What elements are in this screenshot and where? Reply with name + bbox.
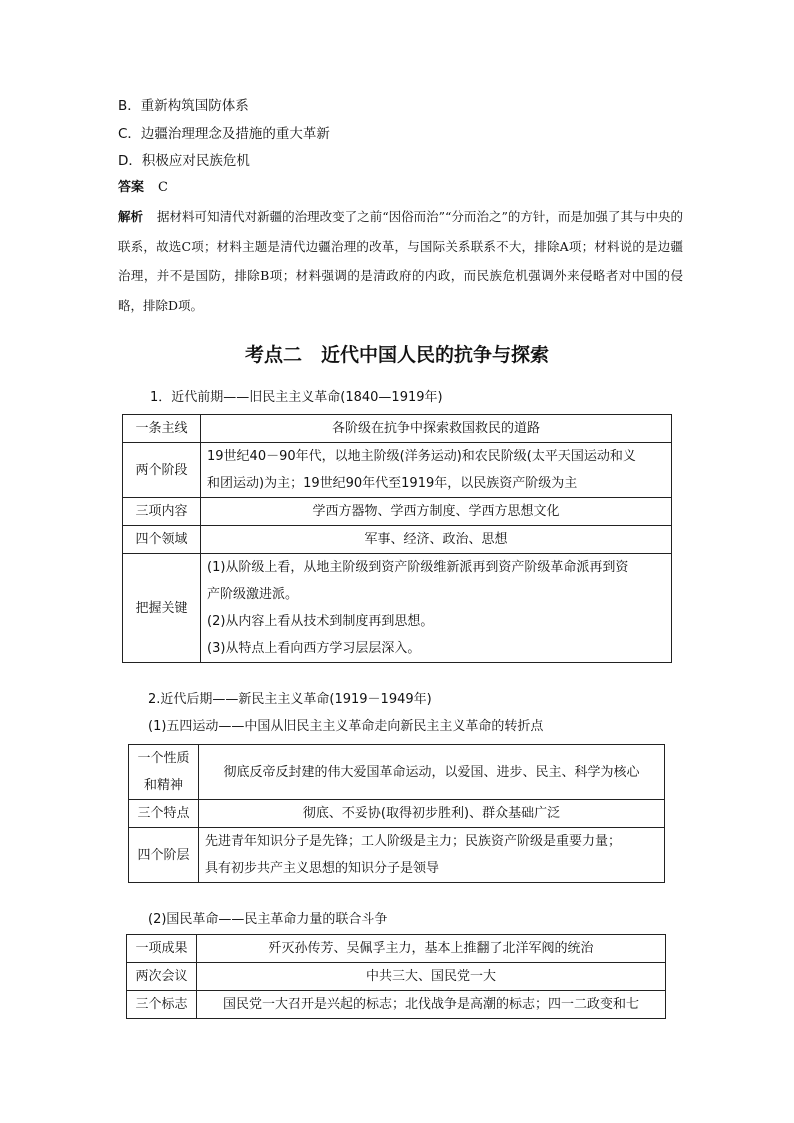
option-b: B．重新构筑国防体系 [118, 98, 249, 114]
part1-table [122, 414, 672, 663]
row-value-line: (2)从内容上看从技术到制度再到思想。 [207, 614, 434, 629]
table-row [129, 745, 665, 800]
part2-heading: 2.近代后期——新民主主义革命(1919－1949年) [148, 692, 432, 707]
row-key: 一条主线 [123, 415, 201, 443]
table-row [129, 800, 665, 828]
row-key: 四个领域 [123, 526, 201, 554]
table-row [123, 498, 672, 526]
row-value: 国民党一大召开是兴起的标志；北伐战争是高潮的标志；四一二政变和七 [197, 991, 666, 1019]
row-key-line: 和精神 [143, 778, 183, 793]
option-d: D．积极应对民族危机 [118, 153, 250, 169]
row-key: 把握关键 [123, 554, 201, 663]
row-value: 各阶级在抗争中探索救国救民的道路 [201, 415, 672, 443]
answer-line [118, 178, 168, 198]
part2-sub1-heading: (1)五四运动——中国从旧民主主义革命走向新民主主义革命的转折点 [148, 719, 544, 734]
row-value-line: 先进青年知识分子是先锋；工人阶级是主力；民族资产阶级是重要力量； [205, 834, 622, 849]
explanation-label: 解析 [118, 209, 144, 224]
table-row [123, 443, 672, 498]
table-row [127, 935, 666, 963]
part2-sub2-table [126, 934, 666, 1019]
row-key-line: 一个性质 [137, 751, 190, 766]
explanation-paragraph [118, 202, 683, 320]
part2-sub1-table [128, 744, 665, 883]
row-value: 中共三大、国民党一大 [197, 963, 666, 991]
row-key: 三个标志 [127, 991, 197, 1019]
part2-sub2-heading: (2)国民革命——民主革命力量的联合斗争 [148, 912, 388, 927]
table-row [123, 526, 672, 554]
row-key: 一项成果 [127, 935, 197, 963]
answer-value: C [158, 180, 168, 195]
row-value [199, 828, 665, 883]
section-title: 考点二 近代中国人民的抗争与探索 [244, 344, 549, 366]
row-value: 学西方器物、学西方制度、学西方思想文化 [201, 498, 672, 526]
row-value [201, 443, 672, 498]
table-row [123, 415, 672, 443]
row-key: 两次会议 [127, 963, 197, 991]
answer-label: 答案 [118, 180, 145, 195]
row-value-line: (3)从特点上看向西方学习层层深入。 [207, 641, 421, 656]
row-value: 彻底、不妥协(取得初步胜利)、群众基础广泛 [199, 800, 665, 828]
row-key: 四个阶层 [129, 828, 199, 883]
part1-heading: 1．近代前期——旧民主主义革命(1840—1919年) [150, 390, 443, 405]
explanation-text: 据材料可知清代对新疆的治理改变了之前“因俗而治”“分而治之”的方针，而是加强了其与中央的联系，故选C项；材料主题是清代边疆治理的改革，与国际关系联系不大，排除A项；材料说的是边疆治理，并不是国防，排除B项；材料强调的是清政府的内政，而民族危机强调外来侵略者对中国的侵略，排除D项。 [118, 209, 683, 313]
row-key: 三项内容 [123, 498, 201, 526]
option-c: C．边疆治理理念及措施的重大革新 [118, 126, 330, 142]
table-row [127, 991, 666, 1019]
row-key: 两个阶段 [123, 443, 201, 498]
row-key: 三个特点 [129, 800, 199, 828]
row-value-line: 19世纪40－90年代，以地主阶级(洋务运动)和农民阶级(太平天国运动和义 [207, 449, 636, 464]
row-value-line: 具有初步共产主义思想的知识分子是领导 [205, 861, 440, 876]
row-key [129, 745, 199, 800]
row-value: 彻底反帝反封建的伟大爱国革命运动，以爱国、进步、民主、科学为核心 [199, 745, 665, 800]
row-value-line: (1)从阶级上看，从地主阶级到资产阶级维新派再到资产阶级革命派再到资 [207, 560, 629, 575]
row-value: 军事、经济、政治、思想 [201, 526, 672, 554]
row-value-line: 产阶级激进派。 [207, 587, 299, 602]
table-row [129, 828, 665, 883]
table-row [127, 963, 666, 991]
row-value-line: 和团运动)为主；19世纪90年代至1919年，以民族资产阶级为主 [207, 476, 578, 491]
row-value [201, 554, 672, 663]
row-value: 歼灭孙传芳、吴佩孚主力，基本上推翻了北洋军阀的统治 [197, 935, 666, 963]
table-row [123, 554, 672, 663]
